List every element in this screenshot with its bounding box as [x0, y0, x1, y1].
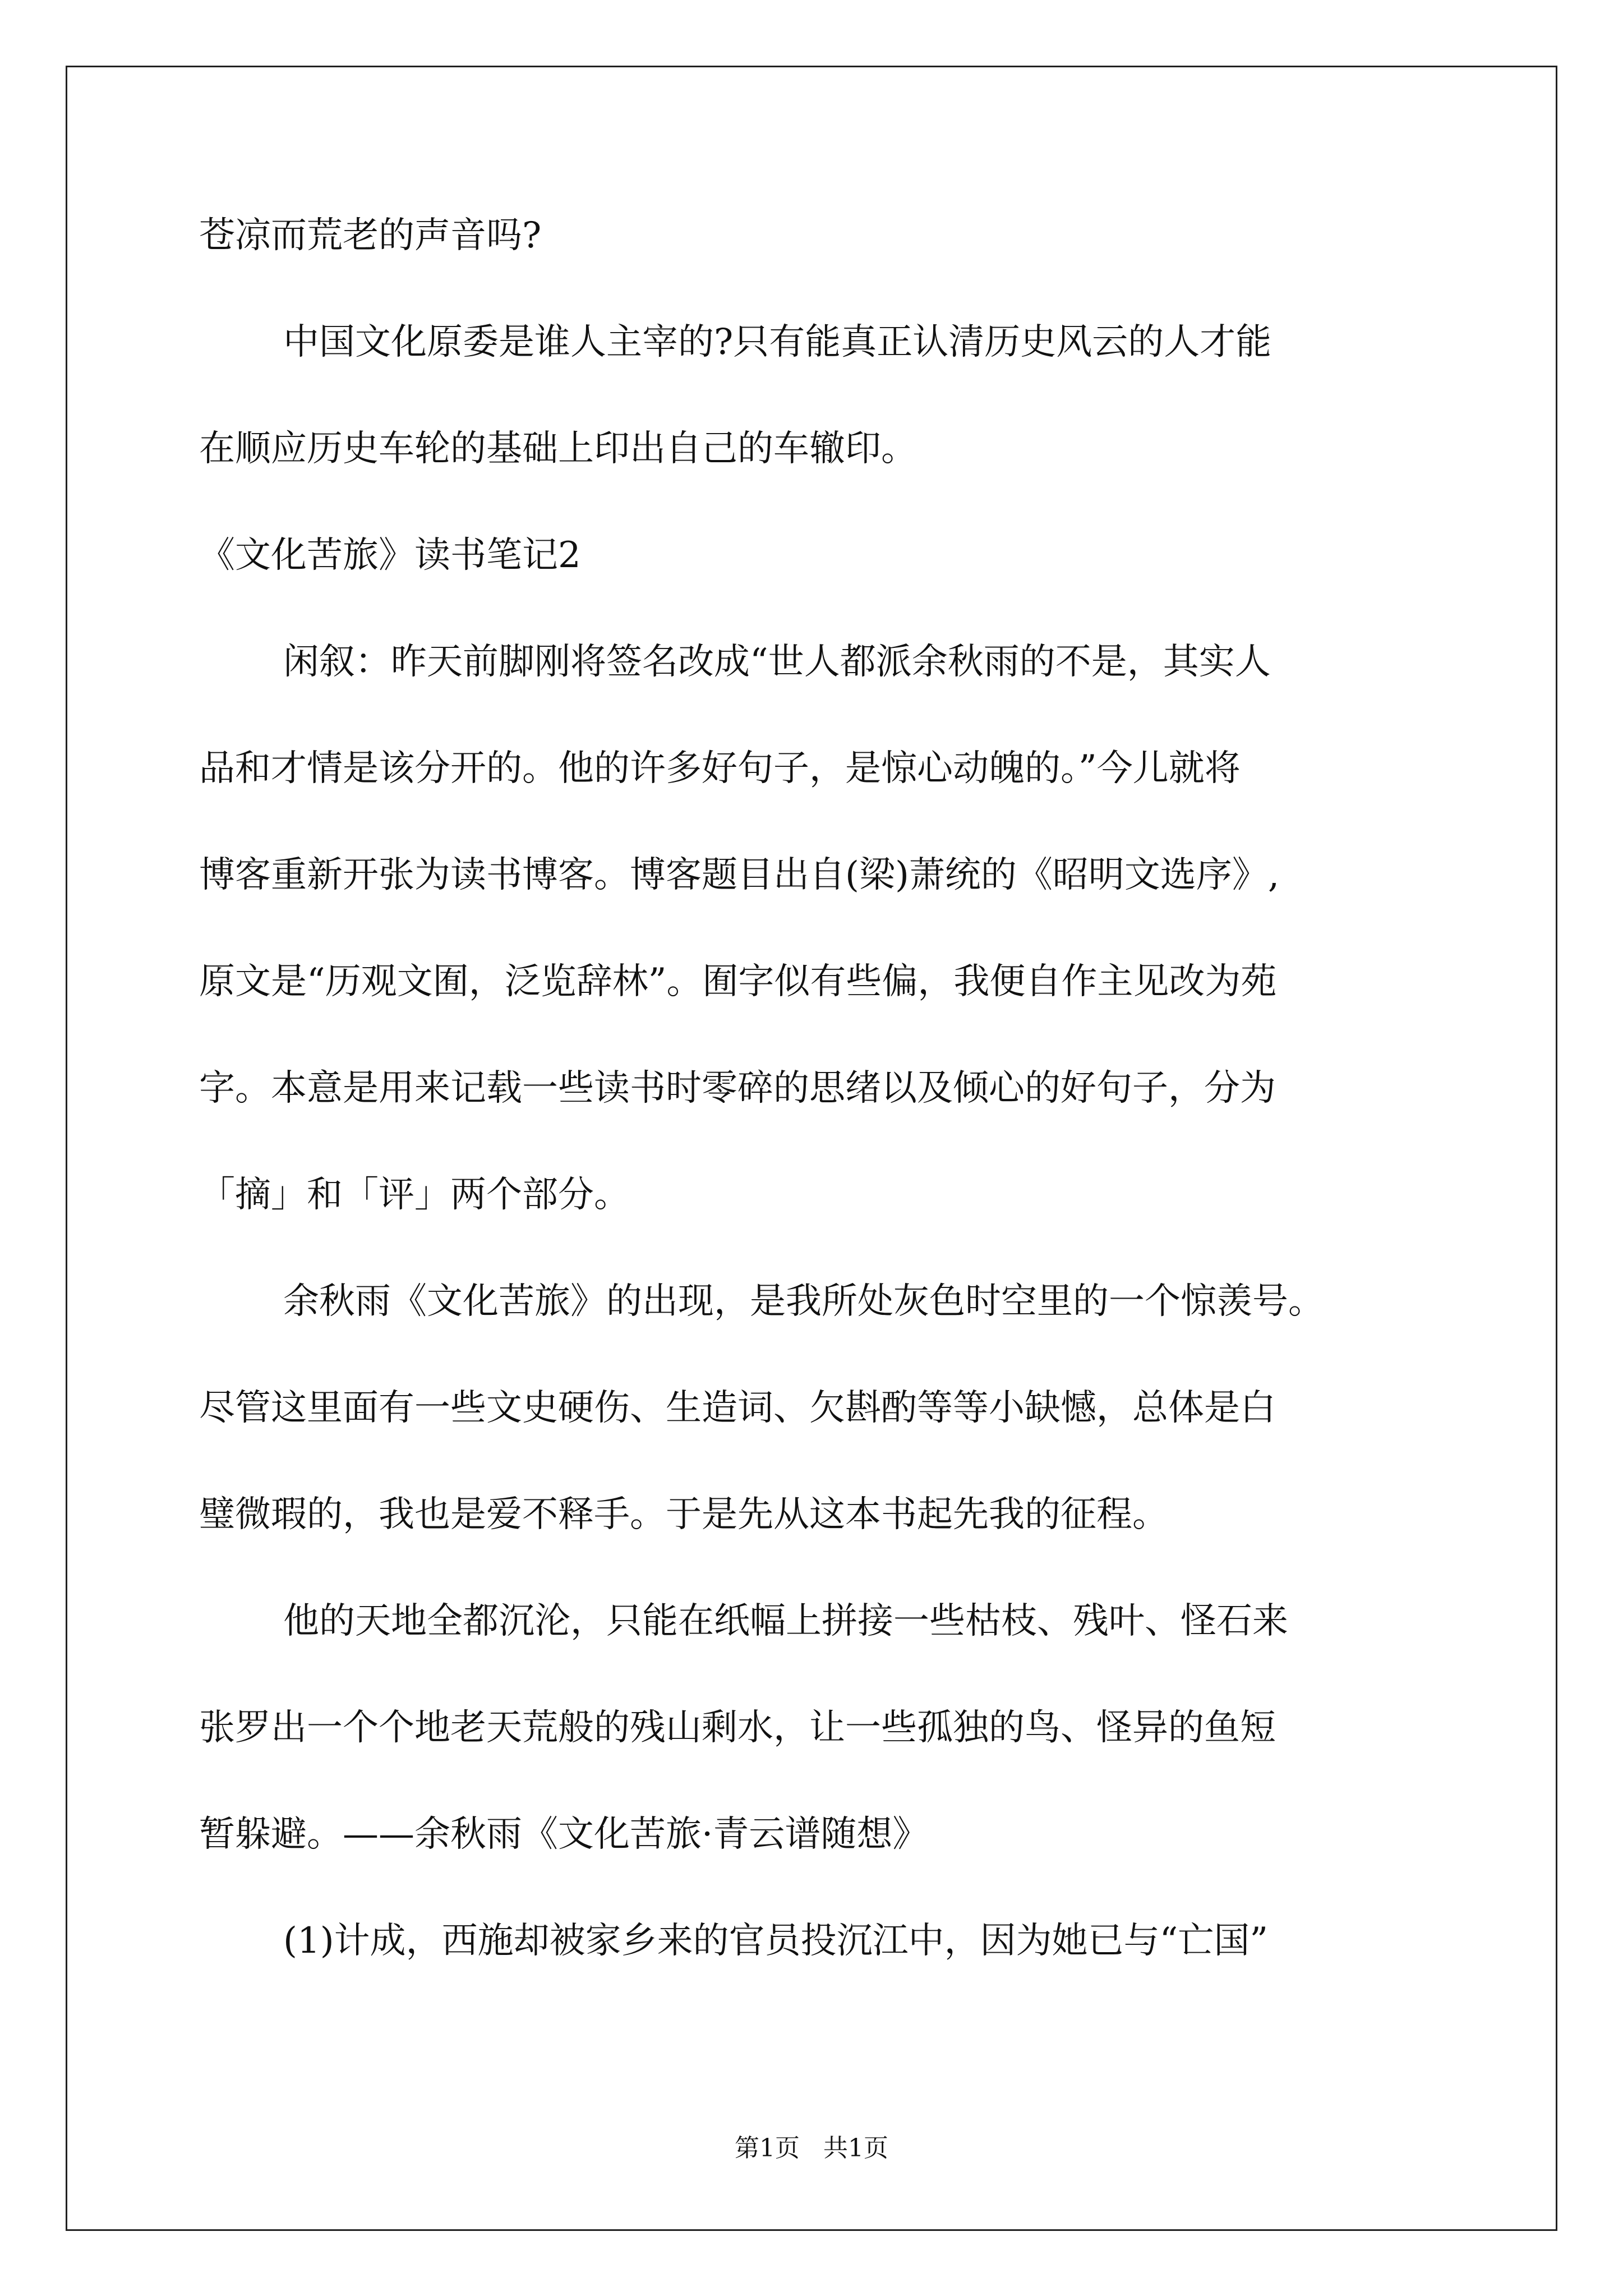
paragraph-line: 闲叙：昨天前脚刚将签名改成“世人都派余秋雨的不是，其实人	[283, 641, 1271, 683]
section-heading: 《文化苦旅》读书笔记2	[199, 535, 581, 576]
paragraph-line: (1)计成，西施却被家乡来的官员投沉江中，因为她已与“亡国”	[283, 1920, 1269, 1962]
text-line: 张罗出一个个地老天荒般的残山剩水，让一些孤独的鸟、怪异的鱼短	[199, 1707, 1276, 1749]
page-footer: 第1页 共1页	[735, 2134, 888, 2162]
text-line: 原文是“历观文囿，泛览辞林”。囿字似有些偏，我便自作主见改为苑	[199, 961, 1277, 1002]
text-line: 「摘」和「评」两个部分。	[199, 1174, 630, 1216]
text-line: 暂躲避。——余秋雨《文化苦旅·青云谱随想》	[199, 1814, 929, 1855]
text-line: 字。本意是用来记载一些读书时零碎的思绪以及倾心的好句子，分为	[199, 1068, 1276, 1109]
text-line: 璧微瑕的，我也是爱不释手。于是先从这本书起先我的征程。	[199, 1494, 1168, 1535]
paragraph-line: 他的天地全都沉沦，只能在纸幅上拼接一些枯枝、残叶、怪石来	[283, 1600, 1288, 1642]
text-line: 品和才情是该分开的。他的许多好句子，是惊心动魄的。”今儿就将	[199, 748, 1241, 789]
paragraph-line: 余秋雨《文化苦旅》的出现，是我所处灰色时空里的一个惊羡号。	[283, 1281, 1324, 1322]
text-line: 博客重新开张为读书博客。博客题目出自(梁)萧统的《昭明文选序》,	[199, 854, 1280, 896]
text-line: 苍凉而荒老的声音吗?	[199, 215, 542, 256]
paragraph-line: 中国文化原委是谁人主宰的?只有能真正认清历史风云的人才能	[283, 321, 1272, 363]
page-border	[66, 66, 1557, 2231]
text-line: 尽管这里面有一些文史硬伤、生造词、欠斟酌等等小缺憾，总体是白	[199, 1387, 1276, 1429]
text-line: 在顺应历史车轮的基础上印出自己的车辙印。	[199, 428, 917, 470]
